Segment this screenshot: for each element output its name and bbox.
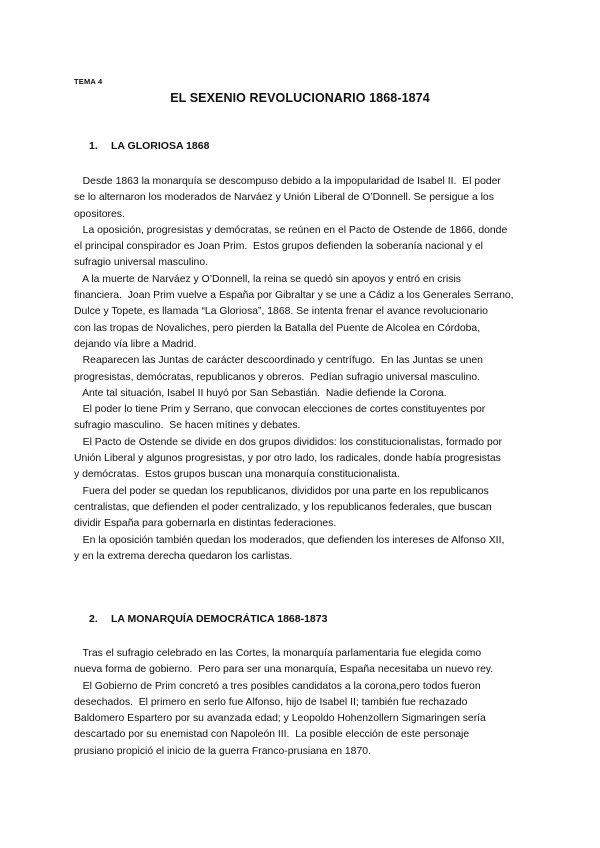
section-1-heading xyxy=(89,140,209,152)
document-title: EL SEXENIO REVOLUCIONARIO 1868-1874 xyxy=(170,91,430,105)
text-line: dejando vía libre a Madrid. xyxy=(74,338,197,350)
text-line: sufragio universal masculino. xyxy=(74,257,208,269)
section-2-body xyxy=(74,646,536,760)
section-1-body xyxy=(74,174,536,565)
text-line: prusiano propició el inicio de la guerra Franco-prusiana en 1870. xyxy=(74,745,371,757)
text-line: Desde 1863 la monarquía se descompuso debido a la impopularidad de Isabel II. El poder xyxy=(74,176,501,187)
section-title: LA MONARQUÍA DEMOCRÁTICA 1868-1873 xyxy=(111,613,328,625)
text-line: Baldomero Espartero por su avanzada edad; y Leopoldo Hohenzollern Sigmaringen sería xyxy=(74,713,486,725)
text-line: el principal conspirador es Joan Prim. Estos grupos defienden la soberanía nacional y el xyxy=(74,241,483,253)
text-line: La oposición, progresistas y demócratas, se reúnen en el Pacto de Ostende de 1866, donde xyxy=(74,224,508,236)
text-line: El poder lo tiene Prim y Serrano, que convocan elecciones de cortes constituyentes por xyxy=(74,404,486,416)
text-line: Fuera del poder se quedan los republicanos, divididos por una parte en los republicanos xyxy=(74,485,489,497)
section-number: 1. xyxy=(89,140,98,152)
text-line: y en la extrema derecha quedaron los carlistas. xyxy=(74,550,293,562)
text-line: descartado por su enemistad con Napoleón III. La posible elección de este personaje xyxy=(74,729,470,741)
text-line: se lo alternaron los moderados de Narváez y Unión Liberal de O’Donnell. Se persigue a los xyxy=(74,192,494,204)
text-line: con las tropas de Novaliches, pero pierden la Batalla del Puente de Alcolea en Córdoba, xyxy=(74,322,481,334)
text-line: nueva forma de gobierno. Pero para ser una monarquía, España necesitaba un nuevo rey. xyxy=(74,664,494,676)
text-line: desechados. El primero en serlo fue Alfonso, hijo de Isabel II; también fue rechazado xyxy=(74,696,468,708)
text-line: Ante tal situación, Isabel II huyó por San Sebastián. Nadie defiende la Corona. xyxy=(74,387,447,399)
text-line: Unión Liberal y algunos progresistas, y por otro lado, los radicales, donde había progresistas xyxy=(74,453,501,465)
section-number: 2. xyxy=(89,613,98,625)
text-line: y demócratas. Estos grupos buscan una monarquía constitucionalista. xyxy=(74,469,400,481)
text-line: Dulce y Topete, es llamada “La Gloriosa”, 1868. Se intenta frenar el avance revolucionario xyxy=(74,306,488,318)
text-line: dividir España para gobernarla en distintas federaciones. xyxy=(74,518,337,530)
section-2-heading xyxy=(89,613,327,625)
topic-label: TEMA 4 xyxy=(74,77,103,86)
text-line: opositores. xyxy=(74,208,125,220)
text-line: sufragio masculino. Se hacen mítines y debates. xyxy=(74,420,301,432)
section-title: LA GLORIOSA 1868 xyxy=(111,140,210,152)
text-line: financiera. Joan Prim vuelve a España por Gibraltar y se une a Cádiz a los Generales Serrano, xyxy=(74,290,514,302)
text-line: El Gobierno de Prim concretó a tres posibles candidatos a la corona,pero todos fueron xyxy=(74,680,481,692)
text-line: En la oposición también quedan los moderados, que defienden los intereses de Alfonso XII, xyxy=(74,534,505,546)
text-line: Tras el sufragio celebrado en las Cortes, la monarquía parlamentaria fue elegida como xyxy=(74,648,482,659)
text-line: A la muerte de Narváez y O’Donnell, la reina se quedó sin apoyos y entró en crisis xyxy=(74,273,461,285)
text-line: progresistas, demócratas, republicanos y obreros. Pedían sufragio universal masculino. xyxy=(74,371,481,383)
text-line: centralistas, que defienden el poder centralizado, y los republicanos federales, que buscan xyxy=(74,501,492,513)
text-line: El Pacto de Ostende se divide en dos grupos divididos: los constitucionalistas, formado por xyxy=(74,436,502,448)
text-line: Reaparecen las Juntas de carácter descoordinado y centrífugo. En las Juntas se unen xyxy=(74,355,483,367)
